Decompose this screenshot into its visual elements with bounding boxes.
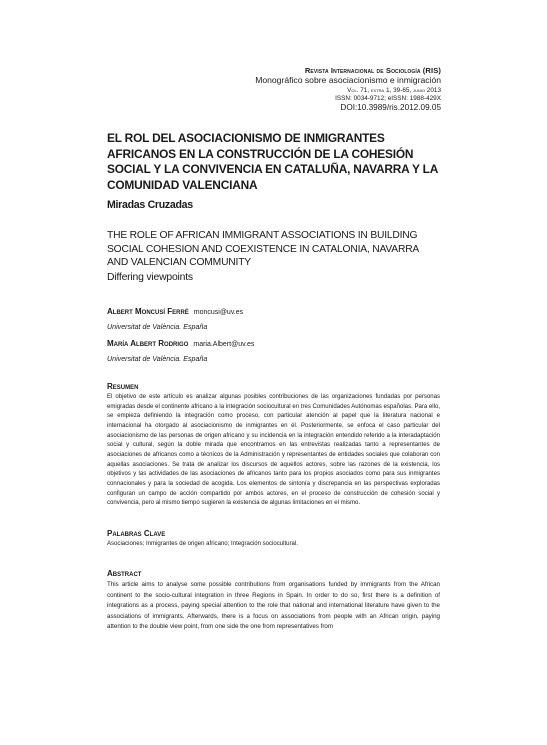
journal-header (255, 67, 441, 113)
author-name: Albert Moncusí Ferré (107, 307, 189, 316)
author-1 (107, 307, 440, 316)
author-email[interactable]: moncusi@uv.es (193, 309, 244, 316)
author-2 (107, 339, 440, 348)
article-title-es: EL ROL DEL ASOCIACIONISMO DE INMIGRANTES AFRICANOS EN LA CONSTRUCCIÓN DE LA COHESIÓN SOCIAL Y LA CONVIVENCIA EN CATALUÑA, NAVARRA Y LA COMUNIDAD VALENCIANA (107, 131, 438, 193)
journal-volume: Vol. 71, extra 1, 39-65, junio 2013 (347, 86, 441, 94)
abstract-text: This article aims to analyse some possible contributions from organisations funded by immigrants from the African continent to the socio-cultural integration in three Regions in Spain. In order to do so, first there is a definition of integrations as a process, paying special attention to the role that national and international literature have given to the associations of immigrants. Afterwards, there is a focus on associations from people with an African origin, paying attention to the double view point, from one side the one from representatives from (107, 581, 440, 631)
article-title-en: THE ROLE OF AFRICAN IMMIGRANT ASSOCIATIONS IN BUILDING SOCIAL COHESION AND COEXISTENCE IN CATALONIA, NAVARRA AND VALENCIAN COMMUNITY (107, 230, 419, 269)
resumen-text: El objetivo de este artículo es analizar algunas posibles contribuciones de las organizaciones fundadas por personas emigradas desde el continente africano a la integración sociocultural en tres Comunidades Autónomas españolas. Para ello, se empieza definiendo la integración como proceso, con particular atención al papel que la literatura nacional e internacional ha otorgado al asociacionismo de inmigrantes en él. Posteriormente, se enfoca el caso particular del asociacionismo de las personas de origen africano y su incidencia en la integración entendido referido a la interadaptación social y cultural, según la doble mirada que encontramos en las entrevistas realizadas tanto a representantes de asociaciones de africanos como a técnicos de la Administración y representantes de entidades sociales que colaboran con aquellas asociaciones. Se trata de analizar los discursos de aquellos actores, sobre las razones de la existencia, los objetivos y las actividades de las asociaciones de africanos tanto para los propios asociados como para sus inmigrantes connacionales y para la sociedad de acogida. Los elementos de sintonía y discrepancia en las perspectivas exploradas configuran un campo de acción compartido por ambos actores, en el proceso de construcción de cohesión social y convivencia, pero al mismo tiempo sugieren la existencia de algunas limitaciones en el mismo. (107, 394, 440, 507)
author-affiliation: Universitat de València. España (107, 323, 208, 331)
author-name: María Albert Rodrigo (107, 339, 189, 348)
journal-doi: DOI:10.3989/ris.2012.09.05 (340, 103, 441, 113)
abstract-heading: Abstract (107, 569, 142, 578)
journal-issn: ISSN: 0034-9712; eISSN: 1988-429X (335, 94, 441, 102)
article-subtitle-es: Miradas Cruzadas (107, 199, 193, 211)
article-subtitle-en: Differing viewpoints (107, 272, 193, 283)
keywords-heading: Palabras Clave (107, 529, 166, 538)
keywords-text: Asociaciones; Inmigrantes de origen africano; Integración sociocultural. (107, 541, 298, 547)
author-email[interactable]: maria.Albert@uv.es (193, 341, 255, 348)
journal-monograph: Monográfico sobre asociacionismo e inmigración (255, 74, 441, 85)
journal-title: Revista Internacional de Sociología (RIS) (304, 66, 441, 75)
resumen-heading: Resumen (107, 382, 139, 391)
author-affiliation: Universitat de València. España (107, 355, 208, 363)
